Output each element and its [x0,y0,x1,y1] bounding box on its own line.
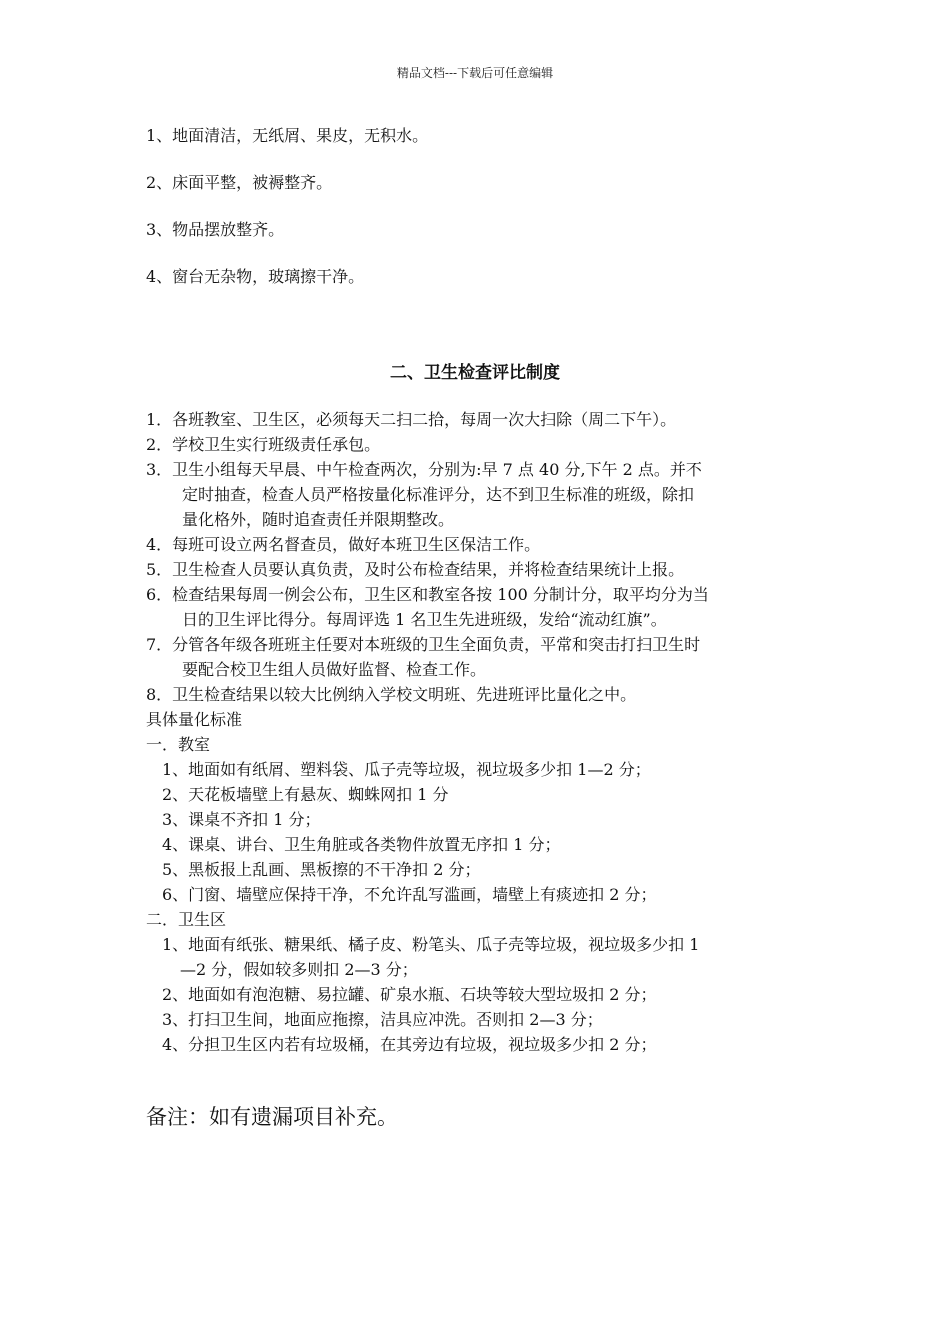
page-header: 精品文档---下载后可任意编辑 [396,66,554,80]
list-item: 3、打扫卫生间，地面应拖擦，洁具应冲洗。否则扣 2—3 分； [162,1010,603,1029]
rule-item [146,557,816,582]
rule-line: 7．分管各年级各班班主任要对本班级的卫生全面负责，平常和突击打扫卫生时 [146,635,701,654]
classroom-items [146,757,826,907]
list-item: 1、地面如有纸屑、塑料袋、瓜子壳等垃圾，视垃圾多少扣 1—2 分； [162,760,651,779]
list-item: 2、天花板墙壁上有悬灰、蜘蛛网扣 1 分 [162,785,449,804]
rule-line-continued: 日的卫生评比得分。每周评选 1 名卫生先进班级，发给“流动红旗”。 [182,610,667,629]
classroom-heading: 一．教室 [146,735,211,754]
rule-line-continued: 量化格外，随时追查责任并限期整改。 [182,510,455,529]
list-item-continued: —2 分，假如较多则扣 2—3 分； [180,960,418,979]
rule-item [146,532,816,557]
rule-line: 8．卫生检查结果以较大比例纳入学校文明班、先进班评比量化之中。 [146,685,637,704]
rule-item [146,457,816,532]
quantification-standards [146,707,826,1057]
list-item: 1、地面有纸张、糖果纸、橘子皮、粉笔头、瓜子壳等垃圾，视垃圾多少扣 1 [162,935,700,954]
list-item: 4、窗台无杂物，玻璃擦干净。 [146,267,365,286]
rule-line: 2．学校卫生实行班级责任承包。 [146,435,381,454]
list-item: 4、分担卫生区内若有垃圾桶，在其旁边有垃圾，视垃圾多少扣 2 分； [162,1035,657,1054]
list-item: 2、地面如有泡泡糖、易拉罐、矿泉水瓶、石块等较大型垃圾扣 2 分； [162,985,657,1004]
rule-line: 6．检查结果每周一例会公布，卫生区和教室各按 100 分制计分，取平均分为当 [146,585,709,604]
rules-list [146,407,816,707]
rule-line: 5．卫生检查人员要认真负责，及时公布检查结果，并将检查结果统计上报。 [146,560,685,579]
list-item: 5、黑板报上乱画、黑板擦的不干净扣 2 分； [162,860,481,879]
section-title: 二、卫生检查评比制度 [390,363,560,383]
list-item: 3、课桌不齐扣 1 分； [162,810,321,829]
standards-title: 具体量化标准 [146,710,243,729]
rule-item [146,632,816,682]
rule-item [146,682,816,707]
list-item: 6、门窗、墙壁应保持干净，不允许乱写滥画，墙壁上有痰迹扣 2 分； [162,885,657,904]
hygiene-requirements-list [146,124,846,312]
rule-item [146,582,816,632]
remark-note: 备注：如有遗漏项目补充。 [146,1105,398,1129]
area-heading: 二．卫生区 [146,910,227,929]
list-item: 4、课桌、讲台、卫生角脏或各类物件放置无序扣 1 分； [162,835,561,854]
rule-line: 3．卫生小组每天早晨、中午检查两次，分别为:早 7 点 40 分,下午 2 点。并不 [146,460,702,479]
rule-item [146,432,816,457]
rule-line-continued: 要配合校卫生组人员做好监督、检查工作。 [182,660,487,679]
list-item: 2、床面平整，被褥整齐。 [146,173,333,192]
rule-item [146,407,816,432]
list-item: 3、物品摆放整齐。 [146,220,285,239]
rule-line: 1．各班教室、卫生区，必须每天二扫二拾，每周一次大扫除（周二下午）。 [146,410,677,429]
area-items [146,932,826,1057]
list-item: 1、地面清洁，无纸屑、果皮，无积水。 [146,126,429,145]
rule-line: 4．每班可设立两名督查员，做好本班卫生区保洁工作。 [146,535,541,554]
rule-line-continued: 定时抽查，检查人员严格按量化标准评分，达不到卫生标准的班级，除扣 [182,485,695,504]
